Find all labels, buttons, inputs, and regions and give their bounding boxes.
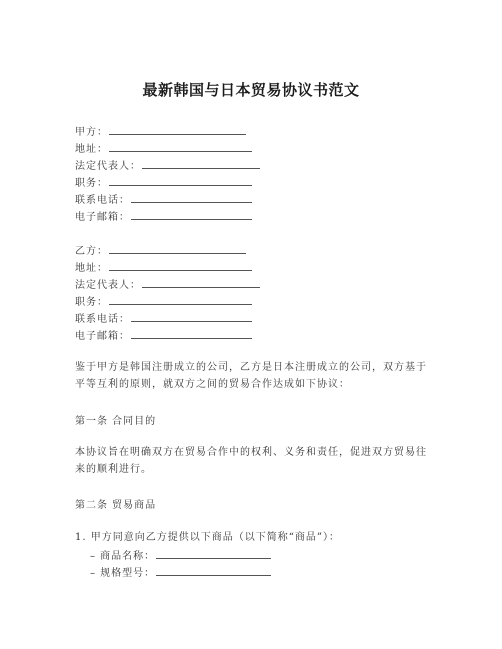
article-1-body: 本协议旨在明确双方在贸易合作中的权利、义务和责任，促进双方贸易往来的顺利进行。 — [75, 447, 427, 475]
blank-line — [131, 210, 252, 220]
party-a-phone-label: 联系电话： — [75, 195, 130, 206]
party-a-position-label: 职务： — [75, 178, 108, 189]
party-b-email-label: 电子邮箱： — [75, 331, 130, 342]
party-b-address-label: 地址： — [75, 263, 108, 274]
blank-line — [156, 549, 271, 559]
product-name-label: – 商品名称： — [90, 551, 156, 562]
party-b-legal-rep-label: 法定代表人： — [75, 280, 141, 291]
product-model-label: – 规格型号： — [90, 568, 156, 579]
party-b-position-label: 职务： — [75, 297, 108, 308]
blank-line — [109, 295, 252, 305]
party-a-address-label: 地址： — [75, 144, 108, 155]
article-2-heading: 第二条 贸易商品 — [75, 500, 157, 511]
blank-line — [109, 176, 252, 186]
party-b-legal-rep-field — [75, 278, 260, 292]
party-a-phone-field — [75, 193, 252, 207]
party-b-phone-label: 联系电话： — [75, 314, 130, 325]
blank-line — [156, 566, 271, 576]
product-model-field — [90, 566, 271, 580]
party-a-legal-rep-label: 法定代表人： — [75, 161, 141, 172]
product-name-field — [90, 549, 271, 563]
party-b-address-field — [75, 261, 252, 275]
blank-line — [131, 312, 252, 322]
blank-line — [142, 278, 260, 288]
party-a-label: 甲方： — [75, 127, 108, 138]
party-a-position-field — [75, 176, 252, 190]
party-b-email-field — [75, 329, 252, 343]
party-b-label: 乙方： — [75, 246, 108, 257]
party-a-email-label: 电子邮箱： — [75, 212, 130, 223]
party-b-position-field — [75, 295, 252, 309]
blank-line — [109, 125, 246, 135]
blank-line — [109, 142, 252, 152]
blank-line — [109, 261, 252, 271]
party-b-phone-field — [75, 312, 252, 326]
blank-line — [131, 193, 252, 203]
article-1-heading: 第一条 合同目的 — [75, 416, 157, 427]
blank-line — [109, 244, 246, 254]
blank-line — [131, 329, 252, 339]
party-a-legal-rep-field — [75, 159, 260, 173]
party-a-address-field — [75, 142, 252, 156]
blank-line — [142, 159, 260, 169]
party-a-field — [75, 125, 246, 139]
party-b-field — [75, 244, 246, 258]
article-2-item-1: 1. 甲方同意向乙方提供以下商品（以下简称“商品”）： — [75, 532, 340, 543]
document-title: 最新韩国与日本贸易协议书范文 — [142, 81, 360, 99]
party-a-email-field — [75, 210, 252, 224]
preamble-paragraph: 鉴于甲方是韩国注册成立的公司，乙方是日本注册成立的公司，双方基于平等互利的原则，就双方之间的贸易合作达成如下协议： — [75, 362, 427, 390]
